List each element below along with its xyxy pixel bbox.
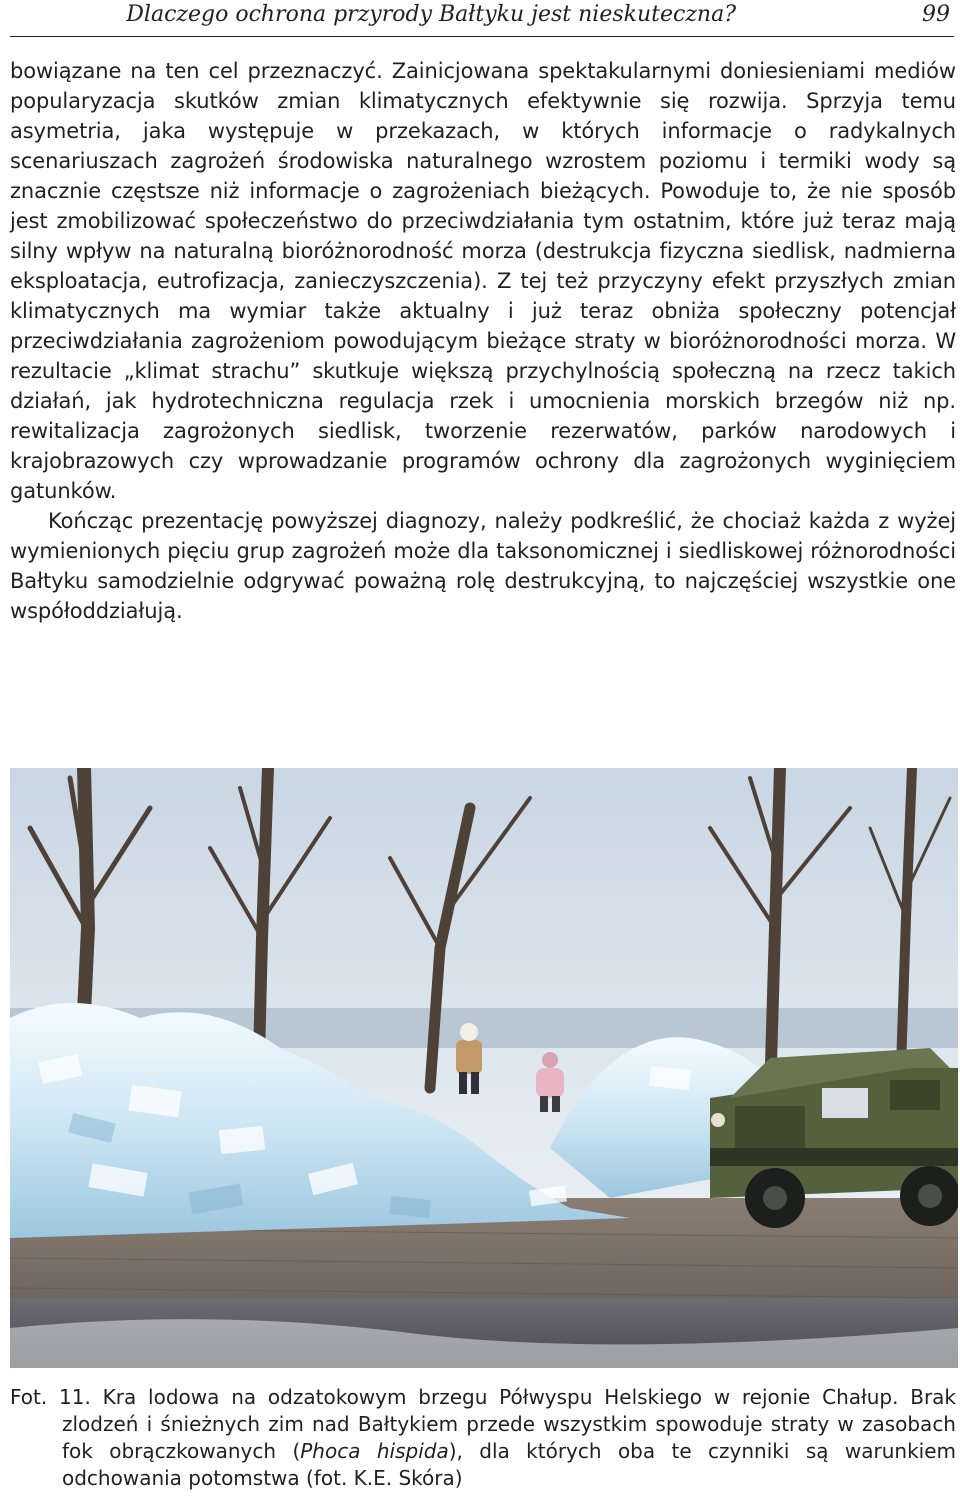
body-text xyxy=(10,56,956,626)
running-title: Dlaczego ochrona przyrody Bałtyku jest nieskuteczna? xyxy=(126,2,736,27)
caption-label: Fot. 11. xyxy=(10,1385,91,1409)
paragraph-1: bowiązane na ten cel przeznaczyć. Zainicjowana spektakularnymi doniesieniami mediów popularyzacja skutków zmian klimatycznych efektywnie się rozwija. Sprzyja temu asymetria, jaka występuje w przekazach, w których informacje o radykalnych scenariuszach zagrożeń środowiska naturalnego wzrostem poziomu i termiki wody są znacznie częstsze niż informacje o zagrożeniach bieżących. Powoduje to, że nie sposób jest zmobilizować społeczeństwo do przeciwdziałania tym ostatnim, które już teraz mają silny wpływ na naturalną bioróżnorodność morza (destrukcja fizyczna siedlisk, nadmierna eksploatacja, eutrofizacja, zanieczyszczenia). Z tej też przyczyny efekt przyszłych zmian klimatycznych ma wymiar także aktualny i już teraz obniża społeczny potencjał przeciwdziałania zagrożeniom powodującym bieżące straty w bioróżnorodności morza. W rezultacie „klimat strachu” skutkuje większą przychylnością społeczną na rzecz takich działań, jak hydrotechniczna regulacja rzek i umocnienia morskich brzegów niż np. rewitalizacja zagrożonych siedlisk, tworzenie rezerwatów, parków narodowych i krajobrazowych czy wprowadzanie programów ochrony dla zagrożonych wyginięciem gatunków. xyxy=(10,59,956,503)
photo-ice-floe xyxy=(10,768,958,1368)
caption-species-name: Phoca hispida xyxy=(300,1439,449,1463)
header-rule xyxy=(10,36,954,37)
caption-text-after: ), dla których oba te czynniki są warunkiem odchowania potomstwa (fot. K.E. Skóra) xyxy=(62,1439,956,1490)
running-header xyxy=(0,0,960,40)
photo-caption xyxy=(10,1384,956,1492)
caption-text-before: Kra lodowa na odzatokowym brzegu Półwyspu Helskiego w rejonie Chałup. Brak zlodzeń i śnieżnych zim nad Bałtykiem przede wszystkim spowoduje straty w zasobach fok obrączkowanych ( xyxy=(62,1385,957,1463)
page-number: 99 xyxy=(922,2,950,27)
photo-illustration xyxy=(10,768,958,1368)
paragraph-2: Kończąc prezentację powyższej diagnozy, należy podkreślić, że chociaż każda z wyżej wymienionych pięciu grup zagrożeń może dla taksonomicznej i siedliskowej różnorodności Bałtyku samodzielnie odgrywać poważną rolę destrukcyjną, to najczęściej wszystkie one współoddziałują. xyxy=(10,509,956,623)
